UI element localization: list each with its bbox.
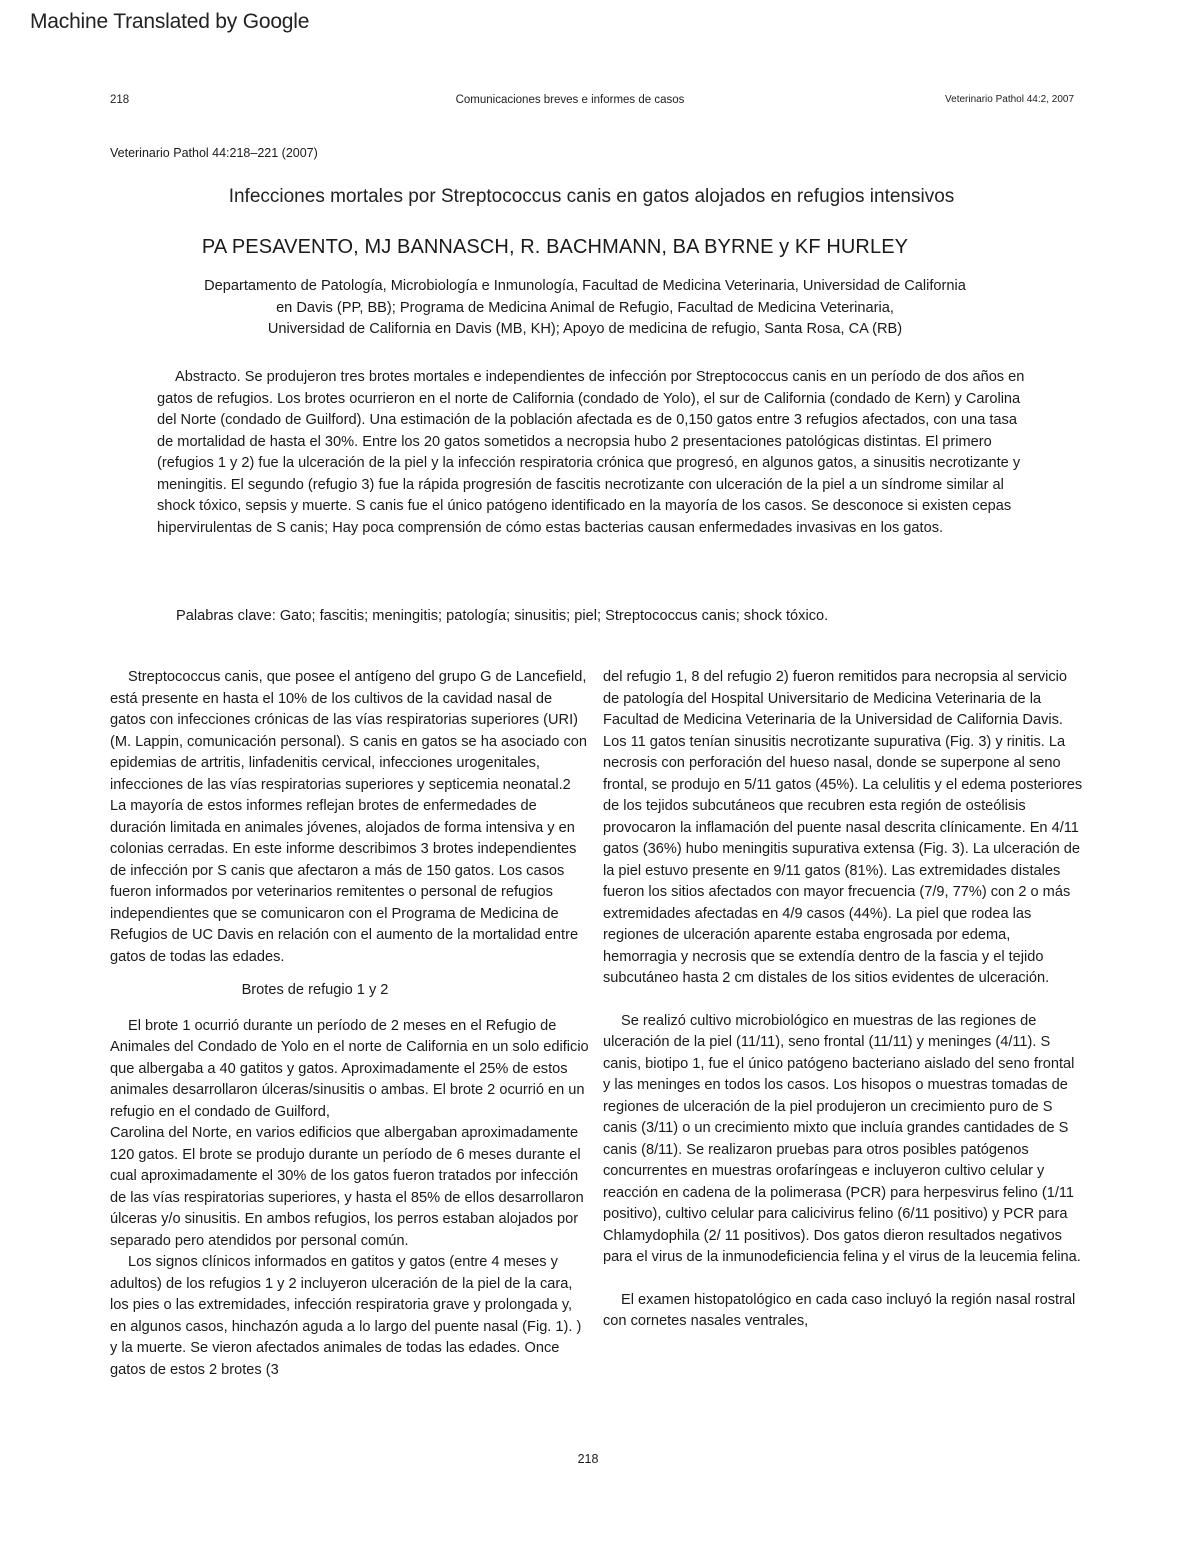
body-paragraph: Carolina del Norte, en varios edificios que albergaban aproximadamente 120 gatos. El brote se produjo durante un período de 6 meses durante el cual aproximadamente el 30% de los gatos fueron tratados por infección de las vías respiratorias superiores, y hasta el 85% de ellos desarrollaron úlceras y/o sinusitis. En ambos refugios, los perros estaban alojados por separado pero atendidos por personal común. xyxy=(110,1125,584,1249)
section-heading: Brotes de refugio 1 y 2 xyxy=(241,982,389,998)
body-paragraph: El brote 1 ocurrió durante un período de 2 meses en el Refugio de Animales del Condado de Yolo en el norte de California en un solo edificio que albergaba a 40 gatitos y gatos. Aproximadamente el 25% de estos animales desarrollaron úlceras/sinusitis o ambas. El brote 2 ocurrió en un refugio en el condado de Guilford, xyxy=(110,1017,589,1120)
affiliation-line: en Davis (PP, BB); Programa de Medicina Animal de Refugio, Facultad de Medicina Veterinaria, xyxy=(276,299,894,316)
author-list: PA PESAVENTO, MJ BANNASCH, R. BACHMANN, BA BYRNE y KF HURLEY xyxy=(201,236,909,258)
affiliations xyxy=(150,276,1020,341)
body-column-left xyxy=(110,667,590,1381)
affiliation-line: Departamento de Patología, Microbiología e Inmunología, Facultad de Medicina Veterinaria, Universidad de California xyxy=(204,278,966,294)
article-title: Infecciones mortales por Streptococcus canis en gatos alojados en refugios intensivos xyxy=(228,186,955,207)
keywords: Palabras clave: Gato; fascitis; meningitis; patología; sinusitis; piel; Streptococcus canis; shock tóxico. xyxy=(176,608,829,624)
body-paragraph: Los signos clínicos informados en gatitos y gatos (entre 4 meses y adultos) de los refugios 1 y 2 incluyeron ulceración de la piel de la cara, los pies o las extremidades, infección respiratoria grave y prolongada y, en algunos casos, hinchazón aguda a lo largo del puente nasal (Fig. 1). ) y la muerte. Se vieron afectados animales de todas las edades. Once gatos de estos 2 brotes (3 xyxy=(110,1254,582,1378)
body-column-right xyxy=(603,667,1083,1333)
abstract: Abstracto. Se produjeron tres brotes mortales e independientes de infección por Streptococcus canis en un período de dos años en gatos de refugios. Los brotes ocurrieron en el norte de California (condado de Yolo), el sur de California (condado de Kern) y Carolina del Norte (condado de Guilford). Una estimación de la población afectada es de 0,150 gatos entre 3 refugios afectados, con una tasa de mortalidad de hasta el 30%. Entre los 20 gatos sometidos a necropsia hubo 2 presentaciones patológicas distintas. El primero (refugios 1 y 2) fue la ulceración de la piel y la infección respiratoria crónica que progresó, en algunos gatos, a sinusitis necrotizante y meningitis. El segundo (refugio 3) fue la rápida progresión de fascitis necrotizante con ulceración de la piel a un síndrome similar al shock tóxico, sepsis y muerte. S canis fue el único patógeno identificado en la mayoría de los casos. Se desconoce si existen cepas hipervirulentas de S canis; Hay poca comprensión de cómo estas bacterias causan enfermedades invasivas en los gatos. xyxy=(157,369,1025,536)
journal-citation: Veterinario Pathol 44:218–221 (2007) xyxy=(110,146,318,160)
intro-paragraph: Streptococcus canis, que posee el antígeno del grupo G de Lancefield, está presente en hasta el 10% de los cultivos de la cavidad nasal de gatos con infecciones crónicas de las vías respiratorias superiores (URI) (M. Lappin, comunicación personal). S canis en gatos se ha asociado con epidemias de artritis, linfadenitis cervical, infecciones urogenitales, infecciones de las vías respiratorias superiores y septicemia neonatal.2 La mayoría de estos informes reflejan brotes de enfermedades de duración limitada en animales jóvenes, alojados de forma intensiva y en colonias cerradas. En este informe describimos 3 brotes independientes de infección por S canis que afectaron a más de 150 gatos. Los casos fueron informados por veterinarios remitentes o personal de refugios independientes que se comunicaron con el Programa de Medicina de Refugios de UC Davis en relación con el aumento de la mortalidad entre gatos de todas las edades. xyxy=(110,669,588,965)
running-header-journal: Veterinario Pathol 44:2, 2007 xyxy=(945,94,1074,105)
affiliation-line: Universidad de California en Davis (MB, KH); Apoyo de medicina de refugio, Santa Rosa, CA (RB) xyxy=(267,321,903,337)
running-header-section: Comunicaciones breves e informes de casos xyxy=(455,94,685,106)
machine-translation-banner: Machine Translated by Google xyxy=(30,10,310,33)
body-paragraph: El examen histopatológico en cada caso incluyó la región nasal rostral con cornetes nasales ventrales, xyxy=(603,1291,1076,1329)
body-paragraph: del refugio 1, 8 del refugio 2) fueron remitidos para necropsia al servicio de patología del Hospital Universitario de Medicina Veterinaria de la Facultad de Medicina Veterinaria de la Universidad de California Davis. Los 11 gatos tenían sinusitis necrotizante supurativa (Fig. 3) y rinitis. La necrosis con perforación del hueso nasal, donde se superpone al seno frontal, se produjo en 5/11 gatos (45%). La celulitis y el edema posteriores de los tejidos subcutáneos que recubren esta región de osteólisis provocaron la inflamación del puente nasal descrita clínicamente. En 4/11 gatos (36%) hubo meningitis supurativa extensa (Fig. 3). La ulceración de la piel estuvo presente en 9/11 gatos (81%). Las extremidades distales fueron los sitios afectados con mayor frecuencia (7/9, 77%) con 2 o más extremidades afectadas en 4/9 casos (44%). La piel que rodea las regiones de ulceración aparente estaba engrosada por edema, hemorragia y necrosis que se extendía dentro de la fascia y el tejido subcutáneo hasta 2 cm distales de los sitios evidentes de ulceración. xyxy=(603,669,1083,986)
body-paragraph: Se realizó cultivo microbiológico en muestras de las regiones de ulceración de la piel (11/11), seno frontal (11/11) y meninges (4/11). S canis, biotipo 1, fue el único patógeno bacteriano aislado del seno frontal y las meninges en todos los casos. Los hisopos o muestras tomadas de regiones de ulceración de la piel produjeron un crecimiento puro de S canis (3/11) o un crecimiento mixto que incluía grandes cantidades de S canis (8/11). Se realizaron pruebas para otros posibles patógenos concurrentes en muestras orofaríngeas e incluyeron cultivo celular y reacción en cadena de la polimerasa (PCR) para herpesvirus felino (1/11 positivo), cultivo celular para calicivirus felino (6/11 positivo) y PCR para Chlamydophila (2/ 11 positivos). Dos gatos dieron resultados negativos para el virus de la inmunodeficiencia felina y el virus de la leucemia felina. xyxy=(603,1012,1081,1265)
page-number-footer: 218 xyxy=(577,1452,599,1466)
running-header-page-number: 218 xyxy=(110,94,130,106)
